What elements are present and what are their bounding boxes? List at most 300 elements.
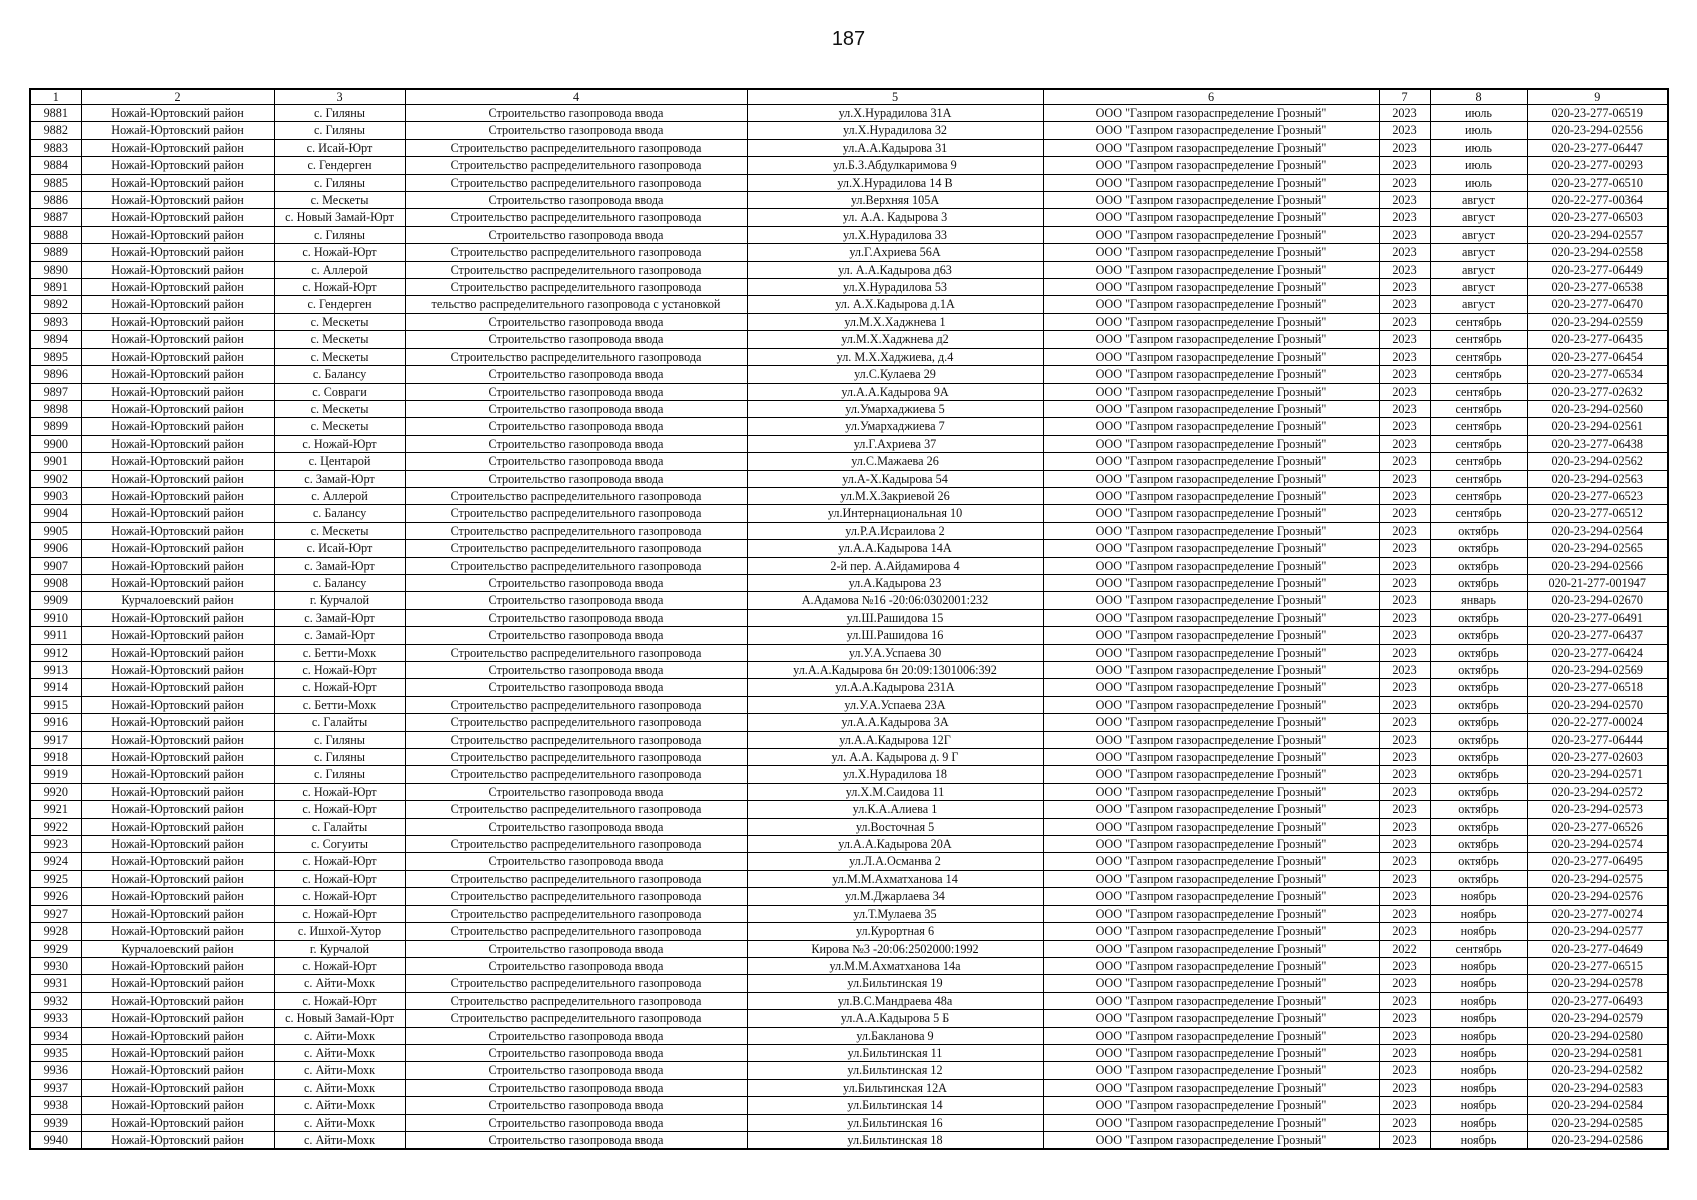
month-cell: август [1430, 209, 1527, 226]
organization-cell: ООО "Газпром газораспределение Грозный" [1043, 940, 1379, 957]
table-row [30, 279, 1668, 296]
organization-cell: ООО "Газпром газораспределение Грозный" [1043, 505, 1379, 522]
district-cell: Ножай-Юртовский район [81, 1027, 274, 1044]
year-cell: 2023 [1379, 209, 1430, 226]
row-number-cell: 9893 [30, 313, 81, 330]
address-cell: ул. А.А. Кадырова д. 9 Г [747, 749, 1043, 766]
settlement-cell: с. Ножай-Юрт [274, 679, 405, 696]
address-cell: ул.А-Х.Кадырова 54 [747, 470, 1043, 487]
address-cell: ул. М.Х.Хаджиева, д.4 [747, 348, 1043, 365]
registry-code-cell: 020-23-294-02557 [1527, 226, 1668, 243]
registry-code-cell: 020-23-277-06538 [1527, 279, 1668, 296]
organization-cell: ООО "Газпром газораспределение Грозный" [1043, 244, 1379, 261]
work-type-cell: Строительство газопровода ввода [405, 366, 747, 383]
year-cell: 2023 [1379, 905, 1430, 922]
month-cell: октябрь [1430, 644, 1527, 661]
row-number-cell: 9899 [30, 418, 81, 435]
address-cell: ул. А.Х.Кадырова д.1А [747, 296, 1043, 313]
year-cell: 2023 [1379, 470, 1430, 487]
year-cell: 2023 [1379, 435, 1430, 452]
year-cell: 2023 [1379, 279, 1430, 296]
district-cell: Ножай-Юртовский район [81, 992, 274, 1009]
month-cell: октябрь [1430, 522, 1527, 539]
district-cell: Ножай-Юртовский район [81, 870, 274, 887]
year-cell: 2023 [1379, 505, 1430, 522]
district-cell: Ножай-Юртовский район [81, 1114, 274, 1131]
district-cell: Ножай-Юртовский район [81, 644, 274, 661]
address-cell: ул.Бильтинская 16 [747, 1114, 1043, 1131]
registry-code-cell: 020-23-277-06444 [1527, 731, 1668, 748]
work-type-cell: Строительство распределительного газопровода [405, 992, 747, 1009]
column-header: 3 [274, 89, 405, 105]
year-cell: 2023 [1379, 139, 1430, 156]
settlement-cell: с. Мескеты [274, 192, 405, 209]
organization-cell: ООО "Газпром газораспределение Грозный" [1043, 1010, 1379, 1027]
year-cell: 2023 [1379, 366, 1430, 383]
year-cell: 2023 [1379, 609, 1430, 626]
table-row [30, 957, 1668, 974]
year-cell: 2023 [1379, 261, 1430, 278]
column-header: 4 [405, 89, 747, 105]
work-type-cell: Строительство распределительного газопровода [405, 261, 747, 278]
row-number-cell: 9888 [30, 226, 81, 243]
year-cell: 2023 [1379, 574, 1430, 591]
settlement-cell: с. Гендерген [274, 157, 405, 174]
work-type-cell: Строительство распределительного газопровода [405, 644, 747, 661]
table-row [30, 905, 1668, 922]
month-cell: август [1430, 244, 1527, 261]
table-row [30, 888, 1668, 905]
settlement-cell: с. Новый Замай-Юрт [274, 1010, 405, 1027]
column-header: 8 [1430, 89, 1527, 105]
address-cell: ул.М.Х.Хаджнева 1 [747, 313, 1043, 330]
table-row [30, 522, 1668, 539]
settlement-cell: с. Ножай-Юрт [274, 853, 405, 870]
district-cell: Ножай-Юртовский район [81, 662, 274, 679]
table-row [30, 470, 1668, 487]
row-number-cell: 9910 [30, 609, 81, 626]
address-cell: ул.Х.Нурадилова 32 [747, 122, 1043, 139]
work-type-cell: Строительство газопровода ввода [405, 662, 747, 679]
work-type-cell: Строительство газопровода ввода [405, 435, 747, 452]
organization-cell: ООО "Газпром газораспределение Грозный" [1043, 644, 1379, 661]
column-number-header-row [30, 89, 1668, 105]
work-type-cell: Строительство газопровода ввода [405, 331, 747, 348]
address-cell: ул.Бильтинская 14 [747, 1097, 1043, 1114]
month-cell: август [1430, 261, 1527, 278]
year-cell: 2023 [1379, 662, 1430, 679]
registry-code-cell: 020-23-294-02582 [1527, 1062, 1668, 1079]
column-header: 2 [81, 89, 274, 105]
row-number-cell: 9892 [30, 296, 81, 313]
organization-cell: ООО "Газпром газораспределение Грозный" [1043, 662, 1379, 679]
year-cell: 2023 [1379, 226, 1430, 243]
address-cell: ул.М.Джарлаева 34 [747, 888, 1043, 905]
settlement-cell: с. Мескеты [274, 313, 405, 330]
organization-cell: ООО "Газпром газораспределение Грозный" [1043, 905, 1379, 922]
organization-cell: ООО "Газпром газораспределение Грозный" [1043, 157, 1379, 174]
month-cell: сентябрь [1430, 418, 1527, 435]
month-cell: октябрь [1430, 836, 1527, 853]
settlement-cell: с. Ножай-Юрт [274, 662, 405, 679]
organization-cell: ООО "Газпром газораспределение Грозный" [1043, 296, 1379, 313]
work-type-cell: Строительство распределительного газопровода [405, 557, 747, 574]
address-cell: ул.С.Кулаева 29 [747, 366, 1043, 383]
table-row [30, 174, 1668, 191]
work-type-cell: Строительство газопровода ввода [405, 957, 747, 974]
row-number-cell: 9895 [30, 348, 81, 365]
table-row [30, 313, 1668, 330]
settlement-cell: с. Новый Замай-Юрт [274, 209, 405, 226]
registry-code-cell: 020-23-294-02579 [1527, 1010, 1668, 1027]
year-cell: 2023 [1379, 105, 1430, 122]
year-cell: 2023 [1379, 296, 1430, 313]
organization-cell: ООО "Газпром газораспределение Грозный" [1043, 853, 1379, 870]
address-cell: ул.Г.Ахриева 56А [747, 244, 1043, 261]
organization-cell: ООО "Газпром газораспределение Грозный" [1043, 1027, 1379, 1044]
year-cell: 2023 [1379, 1114, 1430, 1131]
year-cell: 2023 [1379, 557, 1430, 574]
work-type-cell: Строительство газопровода ввода [405, 383, 747, 400]
year-cell: 2023 [1379, 1097, 1430, 1114]
district-cell: Ножай-Юртовский район [81, 905, 274, 922]
table-row [30, 122, 1668, 139]
address-cell: ул.Х.Нурадилова 14 В [747, 174, 1043, 191]
district-cell: Ножай-Юртовский район [81, 557, 274, 574]
month-cell: октябрь [1430, 540, 1527, 557]
table-row [30, 1079, 1668, 1096]
registry-code-cell: 020-23-277-06523 [1527, 487, 1668, 504]
district-cell: Ножай-Юртовский район [81, 470, 274, 487]
row-number-cell: 9905 [30, 522, 81, 539]
work-type-cell: Строительство распределительного газопровода [405, 139, 747, 156]
year-cell: 2023 [1379, 313, 1430, 330]
table-row [30, 418, 1668, 435]
settlement-cell: с. Мескеты [274, 418, 405, 435]
table-row [30, 226, 1668, 243]
settlement-cell: с. Гендерген [274, 296, 405, 313]
row-number-cell: 9896 [30, 366, 81, 383]
organization-cell: ООО "Газпром газораспределение Грозный" [1043, 1114, 1379, 1131]
row-number-cell: 9907 [30, 557, 81, 574]
address-cell: ул.Р.А.Исраилова 2 [747, 522, 1043, 539]
organization-cell: ООО "Газпром газораспределение Грозный" [1043, 1097, 1379, 1114]
address-cell: ул.С.Мажаева 26 [747, 453, 1043, 470]
row-number-cell: 9900 [30, 435, 81, 452]
district-cell: Ножай-Юртовский район [81, 1131, 274, 1149]
registry-code-cell: 020-23-294-02578 [1527, 975, 1668, 992]
work-type-cell: Строительство газопровода ввода [405, 627, 747, 644]
year-cell: 2023 [1379, 679, 1430, 696]
month-cell: сентябрь [1430, 435, 1527, 452]
table-row [30, 105, 1668, 122]
district-cell: Ножай-Юртовский район [81, 574, 274, 591]
work-type-cell: Строительство распределительного газопровода [405, 348, 747, 365]
address-cell: Кирова №3 -20:06:2502000:1992 [747, 940, 1043, 957]
district-cell: Ножай-Юртовский район [81, 627, 274, 644]
table-row [30, 505, 1668, 522]
settlement-cell: с. Совраги [274, 383, 405, 400]
registry-code-cell: 020-23-294-02577 [1527, 923, 1668, 940]
month-cell: ноябрь [1430, 1010, 1527, 1027]
month-cell: январь [1430, 592, 1527, 609]
address-cell: А.Адамова №16 -20:06:0302001:232 [747, 592, 1043, 609]
registry-code-cell: 020-23-294-02560 [1527, 400, 1668, 417]
settlement-cell: с. Гиляны [274, 749, 405, 766]
district-cell: Ножай-Юртовский район [81, 696, 274, 713]
address-cell: ул.А.А.Кадырова 20А [747, 836, 1043, 853]
work-type-cell: Строительство газопровода ввода [405, 679, 747, 696]
table-row [30, 818, 1668, 835]
month-cell: октябрь [1430, 749, 1527, 766]
registry-code-cell: 020-23-277-06435 [1527, 331, 1668, 348]
month-cell: июль [1430, 174, 1527, 191]
work-type-cell: Строительство газопровода ввода [405, 609, 747, 626]
settlement-cell: с. Айти-Мохк [274, 1062, 405, 1079]
organization-cell: ООО "Газпром газораспределение Грозный" [1043, 557, 1379, 574]
registry-code-cell: 020-22-277-00024 [1527, 714, 1668, 731]
address-cell: ул.А.А.Кадырова 12Г [747, 731, 1043, 748]
table-row [30, 487, 1668, 504]
settlement-cell: с. Ножай-Юрт [274, 888, 405, 905]
organization-cell: ООО "Газпром газораспределение Грозный" [1043, 714, 1379, 731]
work-type-cell: Строительство распределительного газопровода [405, 244, 747, 261]
address-cell: ул.А.А.Кадырова 3А [747, 714, 1043, 731]
month-cell: июль [1430, 122, 1527, 139]
address-cell: ул.Х.Нурадилова 18 [747, 766, 1043, 783]
settlement-cell: с. Центарой [274, 453, 405, 470]
work-type-cell: Строительство распределительного газопровода [405, 279, 747, 296]
work-type-cell: Строительство распределительного газопровода [405, 714, 747, 731]
column-header: 9 [1527, 89, 1668, 105]
work-type-cell: Строительство распределительного газопровода [405, 731, 747, 748]
address-cell: ул.А.А.Кадырова 5 Б [747, 1010, 1043, 1027]
row-number-cell: 9902 [30, 470, 81, 487]
year-cell: 2023 [1379, 453, 1430, 470]
row-number-cell: 9938 [30, 1097, 81, 1114]
settlement-cell: с. Гиляны [274, 226, 405, 243]
row-number-cell: 9906 [30, 540, 81, 557]
district-cell: Ножай-Юртовский район [81, 818, 274, 835]
registry-code-cell: 020-23-294-02586 [1527, 1131, 1668, 1149]
work-type-cell: Строительство газопровода ввода [405, 853, 747, 870]
district-cell: Ножай-Юртовский район [81, 1097, 274, 1114]
month-cell: сентябрь [1430, 383, 1527, 400]
table-row [30, 644, 1668, 661]
address-cell: ул.Б.З.Абдулкаримова 9 [747, 157, 1043, 174]
month-cell: октябрь [1430, 853, 1527, 870]
month-cell: ноябрь [1430, 905, 1527, 922]
district-cell: Ножай-Юртовский район [81, 522, 274, 539]
organization-cell: ООО "Газпром газораспределение Грозный" [1043, 366, 1379, 383]
registry-code-cell: 020-23-294-02558 [1527, 244, 1668, 261]
row-number-cell: 9911 [30, 627, 81, 644]
work-type-cell: Строительство газопровода ввода [405, 940, 747, 957]
district-cell: Ножай-Юртовский район [81, 836, 274, 853]
work-type-cell: Строительство распределительного газопровода [405, 540, 747, 557]
registry-code-cell: 020-23-294-02585 [1527, 1114, 1668, 1131]
organization-cell: ООО "Газпром газораспределение Грозный" [1043, 313, 1379, 330]
district-cell: Ножай-Юртовский район [81, 226, 274, 243]
organization-cell: ООО "Газпром газораспределение Грозный" [1043, 1079, 1379, 1096]
organization-cell: ООО "Газпром газораспределение Грозный" [1043, 261, 1379, 278]
month-cell: сентябрь [1430, 940, 1527, 957]
organization-cell: ООО "Газпром газораспределение Грозный" [1043, 435, 1379, 452]
work-type-cell: Строительство распределительного газопровода [405, 522, 747, 539]
district-cell: Ножай-Юртовский район [81, 244, 274, 261]
table-row [30, 1010, 1668, 1027]
column-header: 6 [1043, 89, 1379, 105]
work-type-cell: Строительство газопровода ввода [405, 1097, 747, 1114]
district-cell: Ножай-Юртовский район [81, 279, 274, 296]
row-number-cell: 9933 [30, 1010, 81, 1027]
year-cell: 2023 [1379, 522, 1430, 539]
row-number-cell: 9887 [30, 209, 81, 226]
year-cell: 2023 [1379, 818, 1430, 835]
settlement-cell: с. Ножай-Юрт [274, 244, 405, 261]
address-cell: ул.Бильтинская 11 [747, 1044, 1043, 1061]
settlement-cell: с. Ножай-Юрт [274, 992, 405, 1009]
registry-code-cell: 020-23-277-06437 [1527, 627, 1668, 644]
address-cell: ул.Умархаджиева 7 [747, 418, 1043, 435]
address-cell: ул. А.А. Кадырова 3 [747, 209, 1043, 226]
work-type-cell: Строительство распределительного газопровода [405, 505, 747, 522]
registry-code-cell: 020-23-277-06495 [1527, 853, 1668, 870]
row-number-cell: 9936 [30, 1062, 81, 1079]
table-row [30, 609, 1668, 626]
table-row [30, 592, 1668, 609]
work-type-cell: Строительство распределительного газопровода [405, 870, 747, 887]
registry-code-cell: 020-23-294-02574 [1527, 836, 1668, 853]
month-cell: октябрь [1430, 731, 1527, 748]
table-row [30, 1097, 1668, 1114]
registry-code-cell: 020-23-277-06510 [1527, 174, 1668, 191]
address-cell: ул.Х.М.Саидова 11 [747, 783, 1043, 800]
settlement-cell: с. Ишхой-Хутор [274, 923, 405, 940]
settlement-cell: с. Аллерой [274, 487, 405, 504]
table-body [30, 105, 1668, 1150]
work-type-cell: Строительство газопровода ввода [405, 783, 747, 800]
row-number-cell: 9920 [30, 783, 81, 800]
organization-cell: ООО "Газпром газораспределение Грозный" [1043, 470, 1379, 487]
table-row [30, 1027, 1668, 1044]
year-cell: 2023 [1379, 418, 1430, 435]
district-cell: Ножай-Юртовский район [81, 1079, 274, 1096]
table-row [30, 400, 1668, 417]
table-row [30, 870, 1668, 887]
registry-code-cell: 020-23-277-00274 [1527, 905, 1668, 922]
work-type-cell: Строительство газопровода ввода [405, 400, 747, 417]
year-cell: 2023 [1379, 888, 1430, 905]
settlement-cell: с. Айти-Мохк [274, 1131, 405, 1149]
district-cell: Ножай-Юртовский район [81, 957, 274, 974]
work-type-cell: тельство распределительного газопровода с установкой [405, 296, 747, 313]
work-type-cell: Строительство распределительного газопровода [405, 696, 747, 713]
row-number-cell: 9912 [30, 644, 81, 661]
row-number-cell: 9918 [30, 749, 81, 766]
year-cell: 2023 [1379, 696, 1430, 713]
month-cell: октябрь [1430, 696, 1527, 713]
organization-cell: ООО "Газпром газораспределение Грозный" [1043, 105, 1379, 122]
row-number-cell: 9891 [30, 279, 81, 296]
organization-cell: ООО "Газпром газораспределение Грозный" [1043, 139, 1379, 156]
organization-cell: ООО "Газпром газораспределение Грозный" [1043, 1131, 1379, 1149]
work-type-cell: Строительство распределительного газопровода [405, 157, 747, 174]
district-cell: Ножай-Юртовский район [81, 679, 274, 696]
district-cell: Ножай-Юртовский район [81, 174, 274, 191]
district-cell: Ножай-Юртовский район [81, 888, 274, 905]
year-cell: 2023 [1379, 487, 1430, 504]
registry-code-cell: 020-23-294-02583 [1527, 1079, 1668, 1096]
table-row [30, 923, 1668, 940]
address-cell: ул.М.М.Ахматханова 14 [747, 870, 1043, 887]
district-cell: Ножай-Юртовский район [81, 313, 274, 330]
organization-cell: ООО "Газпром газораспределение Грозный" [1043, 992, 1379, 1009]
table-row [30, 209, 1668, 226]
registry-code-cell: 020-23-294-02561 [1527, 418, 1668, 435]
organization-cell: ООО "Газпром газораспределение Грозный" [1043, 192, 1379, 209]
district-cell: Ножай-Юртовский район [81, 348, 274, 365]
month-cell: ноябрь [1430, 957, 1527, 974]
month-cell: сентябрь [1430, 453, 1527, 470]
work-type-cell: Строительство газопровода ввода [405, 1131, 747, 1149]
organization-cell: ООО "Газпром газораспределение Грозный" [1043, 174, 1379, 191]
settlement-cell: с. Ножай-Юрт [274, 957, 405, 974]
settlement-cell: с. Ножай-Юрт [274, 279, 405, 296]
row-number-cell: 9894 [30, 331, 81, 348]
month-cell: август [1430, 226, 1527, 243]
table-row [30, 1114, 1668, 1131]
table-row [30, 296, 1668, 313]
district-cell: Ножай-Юртовский район [81, 209, 274, 226]
settlement-cell: с. Согуиты [274, 836, 405, 853]
district-cell: Ножай-Юртовский район [81, 139, 274, 156]
row-number-cell: 9922 [30, 818, 81, 835]
settlement-cell: с. Айти-Мохк [274, 975, 405, 992]
registry-code-cell: 020-21-277-001947 [1527, 574, 1668, 591]
work-type-cell: Строительство газопровода ввода [405, 313, 747, 330]
row-number-cell: 9919 [30, 766, 81, 783]
table-row [30, 836, 1668, 853]
row-number-cell: 9940 [30, 1131, 81, 1149]
column-header: 1 [30, 89, 81, 105]
row-number-cell: 9897 [30, 383, 81, 400]
month-cell: сентябрь [1430, 470, 1527, 487]
settlement-cell: с. Бетти-Мохк [274, 644, 405, 661]
settlement-cell: с. Айти-Мохк [274, 1097, 405, 1114]
table-row [30, 975, 1668, 992]
district-cell: Ножай-Юртовский район [81, 105, 274, 122]
table-row [30, 348, 1668, 365]
table-row [30, 1044, 1668, 1061]
settlement-cell: с. Бетти-Мохк [274, 696, 405, 713]
month-cell: август [1430, 192, 1527, 209]
table-row [30, 261, 1668, 278]
address-cell: ул.В.С.Мандраева 48а [747, 992, 1043, 1009]
address-cell: ул.М.Х.Закриевой 26 [747, 487, 1043, 504]
row-number-cell: 9909 [30, 592, 81, 609]
work-type-cell: Строительство газопровода ввода [405, 470, 747, 487]
row-number-cell: 9935 [30, 1044, 81, 1061]
registry-code-cell: 020-23-277-06424 [1527, 644, 1668, 661]
district-cell: Ножай-Юртовский район [81, 1010, 274, 1027]
month-cell: октябрь [1430, 679, 1527, 696]
address-cell: ул.Х.Нурадилова 53 [747, 279, 1043, 296]
settlement-cell: с. Гиляны [274, 731, 405, 748]
district-cell: Ножай-Юртовский район [81, 1044, 274, 1061]
settlement-cell: с. Замай-Юрт [274, 609, 405, 626]
registry-code-cell: 020-23-277-06518 [1527, 679, 1668, 696]
